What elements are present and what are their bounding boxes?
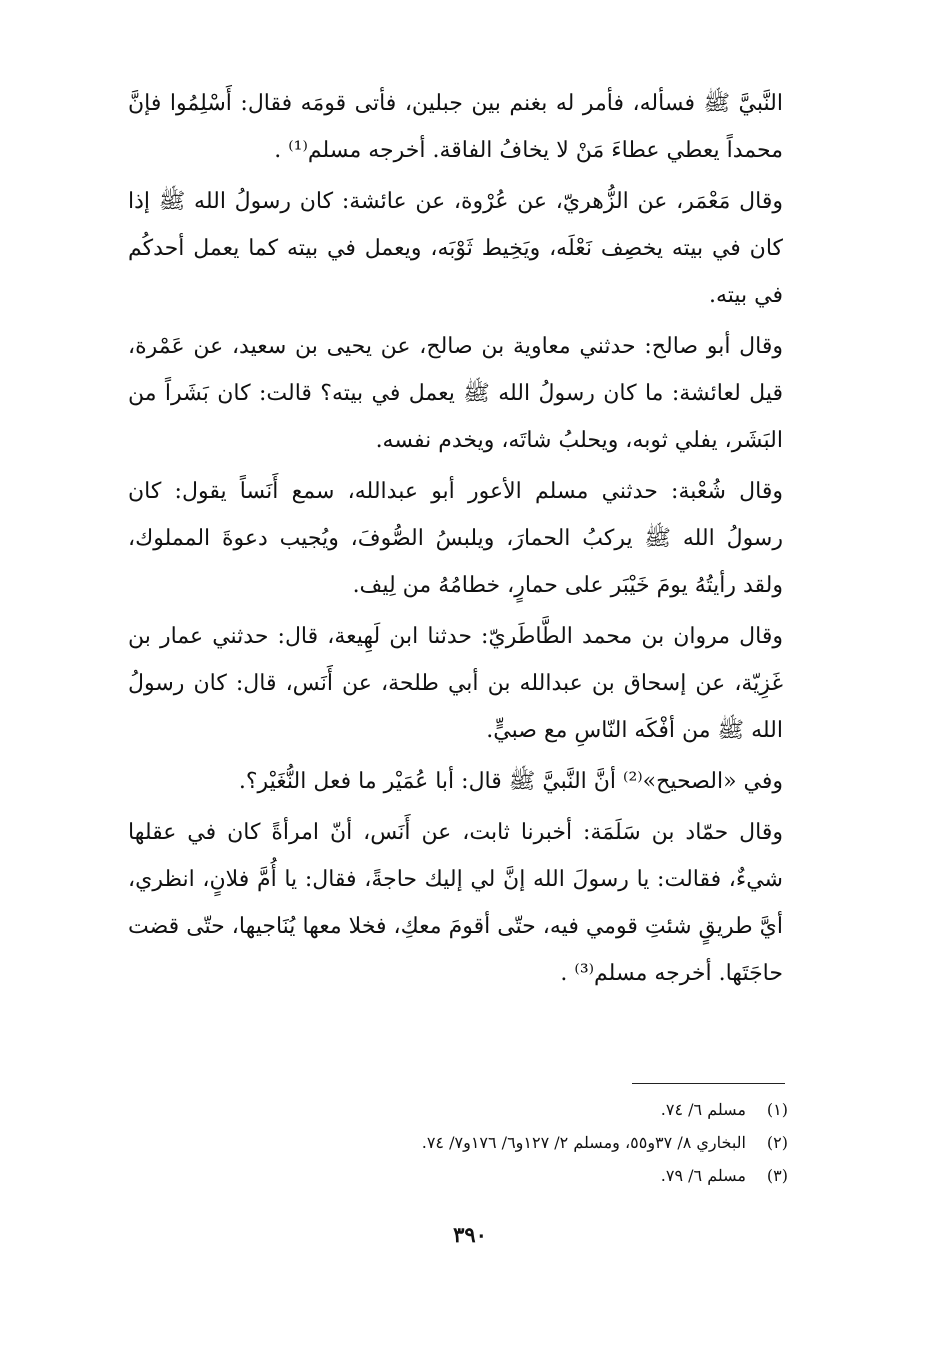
footnote [128,1159,788,1192]
footnote [128,1126,788,1159]
paragraph: النَّبيَّ ﷺ فسأله، فأمر له بغنم بين جبلين، فأتى قومَه فقال: أَسْلِمُوا فإنَّ محمداً يعطي عطاءَ مَنْ لا يخافُ الفاقة. أخرجه مسلم⁽¹⁾ . [128,91,783,163]
footnote-separator [632,1083,785,1084]
paragraph: وقال أبو صالح: حدثني معاوية بن صالح، عن يحيى بن سعيد، عن عَمْرة، قيل لعائشة: ما كان رسولُ الله ﷺ يعمل في بيته؟ قالت: كان بَشَراً من البَشَر، يفلي ثوبه، ويحلبُ شاتَه، ويخدم نفسه. [128,334,783,453]
paragraph: وقال مَعْمَر، عن الزُّهريّ، عن عُرْوة، عن عائشة: كان رسولُ الله ﷺ إذا كان في بيته يخصِف نَعْلَه، ويَخِيط ثَوْبَه، ويعمل في بيته كما يعمل أحدكُم في بيته. [128,189,783,308]
paragraph: وفي «الصحيح»⁽²⁾ أنَّ النَّبيَّ ﷺ قال: أبا عُمَيْر ما فعل النُّغَيْر؟. [238,769,783,794]
paragraph: وقال حمّاد بن سَلَمَة: أخبرنا ثابت، عن أَنَس، أنّ امرأةً كان في عقلها شيءٌ، فقالت: يا رسولَ الله إنَّ لي إليك حاجةً، فقال: يا أُمَّ فلانٍ، انظري، أيَّ طريقٍ شئتِ قومي فيه، حتّى أقومَ معكِ، فخلا معها يُنَاجيها، حتّى قضت حاجَتَها. أخرجه مسلم⁽³⁾ . [128,820,783,986]
paragraph: وقال مروان بن محمد الطَّاطَريّ: حدثنا ابن لَهِيعة، قال: حدثني عمار بن غَزِيّة، عن إسحاق بن عبدالله بن أبي طلحة، عن أَنَس، قال: كان رسولُ الله ﷺ من أفْكَه النّاسِ مع صبيٍّ. [128,624,783,743]
footnote-text: مسلم ٦/ ٧٩. [660,1166,746,1185]
body-text [128,80,783,1001]
footnote-number: (٣) [766,1166,788,1185]
footnote-text: مسلم ٦/ ٧٤. [660,1100,746,1119]
footnote-number: (١) [766,1100,788,1119]
footnotes [128,1093,788,1192]
footnote [128,1093,788,1126]
page-number: ٣٩٠ [453,1222,487,1247]
paragraph: وقال شُعْبة: حدثني مسلم الأعور أبو عبدالله، سمع أَنَساً يقول: كان رسولُ الله ﷺ يركبُ الحمارَ، ويلبسُ الصُّوفَ، ويُجيب دعوةَ المملوك، ولقد رأيتُهُ يومَ خَيْبَر على حمارٍ، خطامُهُ من لِيف. [128,479,783,598]
footnote-number: (٢) [766,1133,788,1152]
footnote-text: البخاري ٨/ ٣٧و٥٥، ومسلم ٢/ ١٢٧و٦/ ١٧٦و٧/ ٧٤. [421,1133,746,1152]
